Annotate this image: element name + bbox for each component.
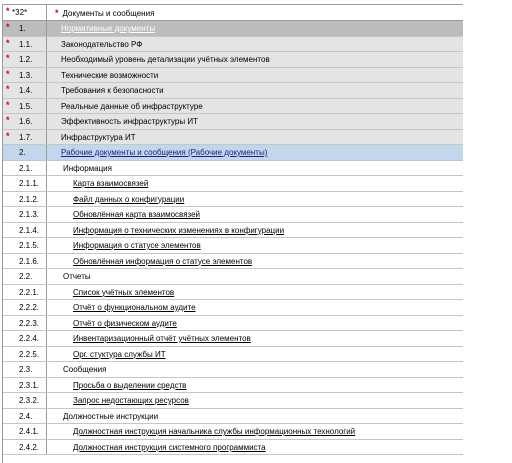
row-number-cell <box>3 331 47 346</box>
tree-row[interactable] <box>3 207 463 223</box>
tree-row[interactable] <box>3 331 463 347</box>
row-number-cell <box>3 424 47 439</box>
row-number-cell <box>3 83 47 98</box>
row-title-link[interactable]: Информация о технических изменениях в конфигурации <box>73 225 285 235</box>
row-number-cell <box>3 440 47 455</box>
row-number-cell <box>3 99 47 114</box>
row-title-link[interactable]: Инвентаризационный отчёт учётных элементов <box>73 334 251 343</box>
row-number: 2.2.4. <box>19 334 40 343</box>
tree-row[interactable] <box>3 37 463 53</box>
row-number-cell <box>3 393 47 408</box>
header-number: *32* <box>12 8 28 17</box>
row-number: 1.1. <box>19 39 33 49</box>
row-number: 1.4. <box>19 86 33 95</box>
row-number: 1.7. <box>19 132 33 142</box>
tree-row[interactable] <box>3 192 463 208</box>
row-number-cell <box>3 269 47 284</box>
tree-row[interactable] <box>3 254 463 270</box>
row-number-cell <box>3 347 47 362</box>
row-title-link[interactable]: Просьба о выделении средств <box>73 380 187 390</box>
document-tree-table <box>2 4 463 463</box>
tree-row[interactable] <box>3 21 463 37</box>
tree-row[interactable] <box>3 130 463 146</box>
row-number-cell <box>3 130 47 145</box>
row-title: Инфраструктура ИТ <box>61 132 136 142</box>
row-title-link[interactable]: Обновлённая карта взаимосвязей <box>73 210 201 219</box>
row-number-cell <box>3 409 47 424</box>
row-number-cell <box>3 300 47 315</box>
row-title: Отчеты <box>63 272 91 281</box>
row-number-cell <box>3 192 47 207</box>
tree-row[interactable] <box>3 378 463 394</box>
row-number: 2.4.1. <box>19 427 40 436</box>
tree-row[interactable] <box>3 145 463 161</box>
row-number: 2.1.4. <box>19 225 40 235</box>
row-title-link[interactable]: Орг. стуктура службы ИТ <box>73 349 166 359</box>
row-number-cell <box>3 207 47 222</box>
row-number: 2.4. <box>19 411 33 421</box>
tree-row[interactable] <box>3 238 463 254</box>
row-number: 2.2.2. <box>19 303 40 312</box>
tree-row[interactable] <box>3 424 463 440</box>
tree-row[interactable] <box>3 99 463 115</box>
row-number: 2.3. <box>19 365 33 374</box>
row-number-cell <box>3 114 47 129</box>
tree-row[interactable] <box>3 223 463 239</box>
row-title-link[interactable]: Отчёт о физическом аудите <box>73 318 177 328</box>
row-number: 2.2.5. <box>19 349 40 359</box>
tree-row[interactable] <box>3 269 463 285</box>
row-title-link[interactable]: Карта взаимосвязей <box>73 179 149 188</box>
star-marker: * <box>6 115 10 125</box>
tree-row[interactable] <box>3 362 463 378</box>
row-title-link[interactable]: Должностная инструкция системного программиста <box>73 442 266 452</box>
star-marker: * <box>6 6 10 16</box>
row-number-cell <box>3 21 47 36</box>
tree-rows <box>3 21 463 455</box>
row-number-cell <box>3 37 47 52</box>
header-title-cell <box>55 8 154 18</box>
header-number-cell <box>3 5 47 20</box>
row-number: 2.1.1. <box>19 179 40 188</box>
row-title-link[interactable]: Обновлённая информация о статусе элементов <box>73 256 253 266</box>
tree-row[interactable] <box>3 393 463 409</box>
row-title: Сообщения <box>63 365 107 374</box>
row-number-cell <box>3 316 47 331</box>
row-number-cell <box>3 52 47 67</box>
row-number: 1.3. <box>19 70 33 80</box>
row-title: Должностные инструкции <box>63 411 159 421</box>
row-number-cell <box>3 161 47 176</box>
tree-row[interactable] <box>3 83 463 99</box>
row-title: Необходимый уровень детализации учётных элементов <box>61 55 270 64</box>
star-marker: * <box>6 68 10 79</box>
row-title-link[interactable]: Должностная инструкция начальника службы информационных технологий <box>73 427 356 436</box>
tree-row[interactable] <box>3 176 463 192</box>
row-number-cell <box>3 238 47 253</box>
row-title-link[interactable]: Список учётных элементов <box>73 287 175 297</box>
row-number: 2.4.2. <box>19 442 40 452</box>
star-marker: * <box>6 130 10 141</box>
row-title: Законодательство РФ <box>61 39 143 49</box>
row-number: 2.3.1. <box>19 380 40 390</box>
row-title-link[interactable]: Информация о статусе элементов <box>73 241 201 250</box>
row-number-cell <box>3 68 47 83</box>
tree-row[interactable] <box>3 409 463 425</box>
row-title-link[interactable]: Запрос недостающих ресурсов <box>73 396 189 405</box>
tree-row[interactable] <box>3 52 463 68</box>
star-marker: * <box>6 99 10 110</box>
row-number: 2.2.1. <box>19 287 40 297</box>
row-number-cell <box>3 378 47 393</box>
row-number-cell <box>3 285 47 300</box>
header-title: Документы и сообщения <box>62 9 155 18</box>
row-number: 1.2. <box>19 55 33 64</box>
row-title-link[interactable]: Нормативные документы <box>61 24 156 33</box>
row-number-cell <box>3 223 47 238</box>
star-marker: * <box>6 37 10 48</box>
row-number: 2.1.2. <box>19 194 40 204</box>
star-marker: * <box>6 22 10 32</box>
tree-row[interactable] <box>3 316 463 332</box>
tree-row[interactable] <box>3 68 463 84</box>
tree-row[interactable] <box>3 114 463 130</box>
tree-row[interactable] <box>3 347 463 363</box>
star-marker: * <box>6 53 10 63</box>
table-header-row <box>3 5 463 21</box>
row-number: 2.2.3. <box>19 318 40 328</box>
row-number: 1.6. <box>19 117 33 126</box>
tree-row[interactable] <box>3 440 463 456</box>
row-number: 2. <box>19 148 26 157</box>
row-number: 1.5. <box>19 101 33 111</box>
row-title: Эффективность инфраструктуры ИТ <box>61 117 198 126</box>
row-number: 2.2. <box>19 272 33 281</box>
row-title-link[interactable]: Отчёт о функциональном аудите <box>73 303 196 312</box>
row-number: 2.1. <box>19 163 33 173</box>
row-title: Реальные данные об инфраструктуре <box>61 101 203 111</box>
star-marker: * <box>6 84 10 94</box>
tree-row[interactable] <box>3 300 463 316</box>
row-number-cell <box>3 362 47 377</box>
row-number-cell <box>3 254 47 269</box>
row-title: Рабочие документы и сообщения (Рабочие документы) <box>61 148 268 157</box>
row-number: 2.1.3. <box>19 210 40 219</box>
row-title: Информация <box>63 163 112 173</box>
row-number: 2.1.6. <box>19 256 40 266</box>
row-title: Технические возможности <box>61 70 159 80</box>
row-number: 2.1.5. <box>19 241 40 250</box>
star-marker: * <box>55 8 59 18</box>
row-number: 2.3.2. <box>19 396 40 405</box>
row-number-cell <box>3 176 47 191</box>
row-title: Требования к безопасности <box>61 86 164 95</box>
tree-row[interactable] <box>3 285 463 301</box>
row-title-link[interactable]: Файл данных о конфигурации <box>73 194 185 204</box>
tree-row[interactable] <box>3 161 463 177</box>
row-number-cell <box>3 145 47 160</box>
row-number: 1. <box>19 24 26 33</box>
